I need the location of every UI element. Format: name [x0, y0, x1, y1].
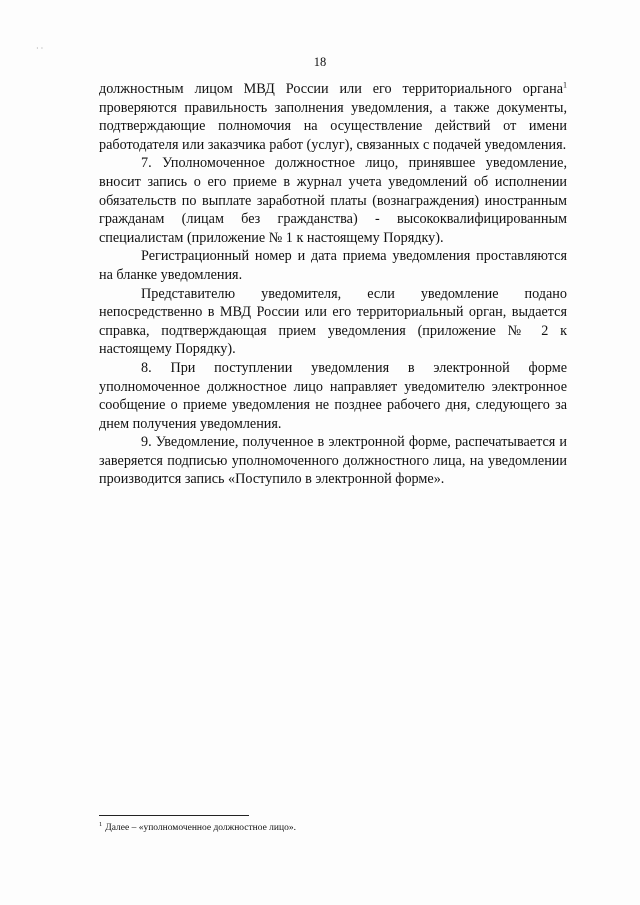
- footnote: [99, 822, 567, 834]
- paragraph-intro: [99, 80, 567, 154]
- paragraph-item-9: 9. Уведомление, полученное в электронной форме, распечатывается и заверяется подписью уполномоченного должностного лица, на уведомлении производится запись «Поступило в электронной форме».: [99, 434, 567, 488]
- footnote-text: Далее – «уполномоченное должностное лицо».: [105, 823, 296, 833]
- footnote-number: 1: [99, 820, 103, 828]
- paragraph-item-8: 8. При поступлении уведомления в электронной форме уполномоченное должностное лицо направляет уведомителю электронное сообщение о приеме уведомления не позднее рабочего дня, следующего за днем получения уведомления.: [99, 359, 567, 432]
- paragraph-intro-head: должностным лицом МВД России или его территориального органа: [99, 81, 563, 97]
- paragraph-intro-tail: проверяются правильность заполнения уведомления, а также документы, подтверждающие полномочия на осуществление действий от имени работодателя или заказчика работ (услуг), связанных с подачей уведомления.: [99, 99, 567, 153]
- paragraph-item-7: 7. Уполномоченное должностное лицо, принявшее уведомление, вносит запись о его приеме в журнал учета уведомлений об исполнении обязательств по выплате заработной платы (вознаграждения) иностранным гражданам (лицам без гражданства) - высококвалифицированным специалистам (приложение № 1 к настоящему Порядку).: [99, 155, 567, 246]
- scan-artifact: · ·: [36, 44, 44, 53]
- document-body: [99, 80, 567, 489]
- footnote-divider: [99, 815, 249, 816]
- paragraph-representative: Представителю уведомителя, если уведомление подано непосредственно в МВД России или его территориальный орган, выдается справка, подтверждающая прием уведомления (приложение № 2 к настоящему Порядку).: [99, 285, 567, 358]
- footnote-reference: 1: [563, 80, 567, 90]
- paragraph-registration: Регистрационный номер и дата приема уведомления проставляются на бланке уведомления.: [99, 248, 567, 283]
- page-number: 18: [313, 55, 327, 69]
